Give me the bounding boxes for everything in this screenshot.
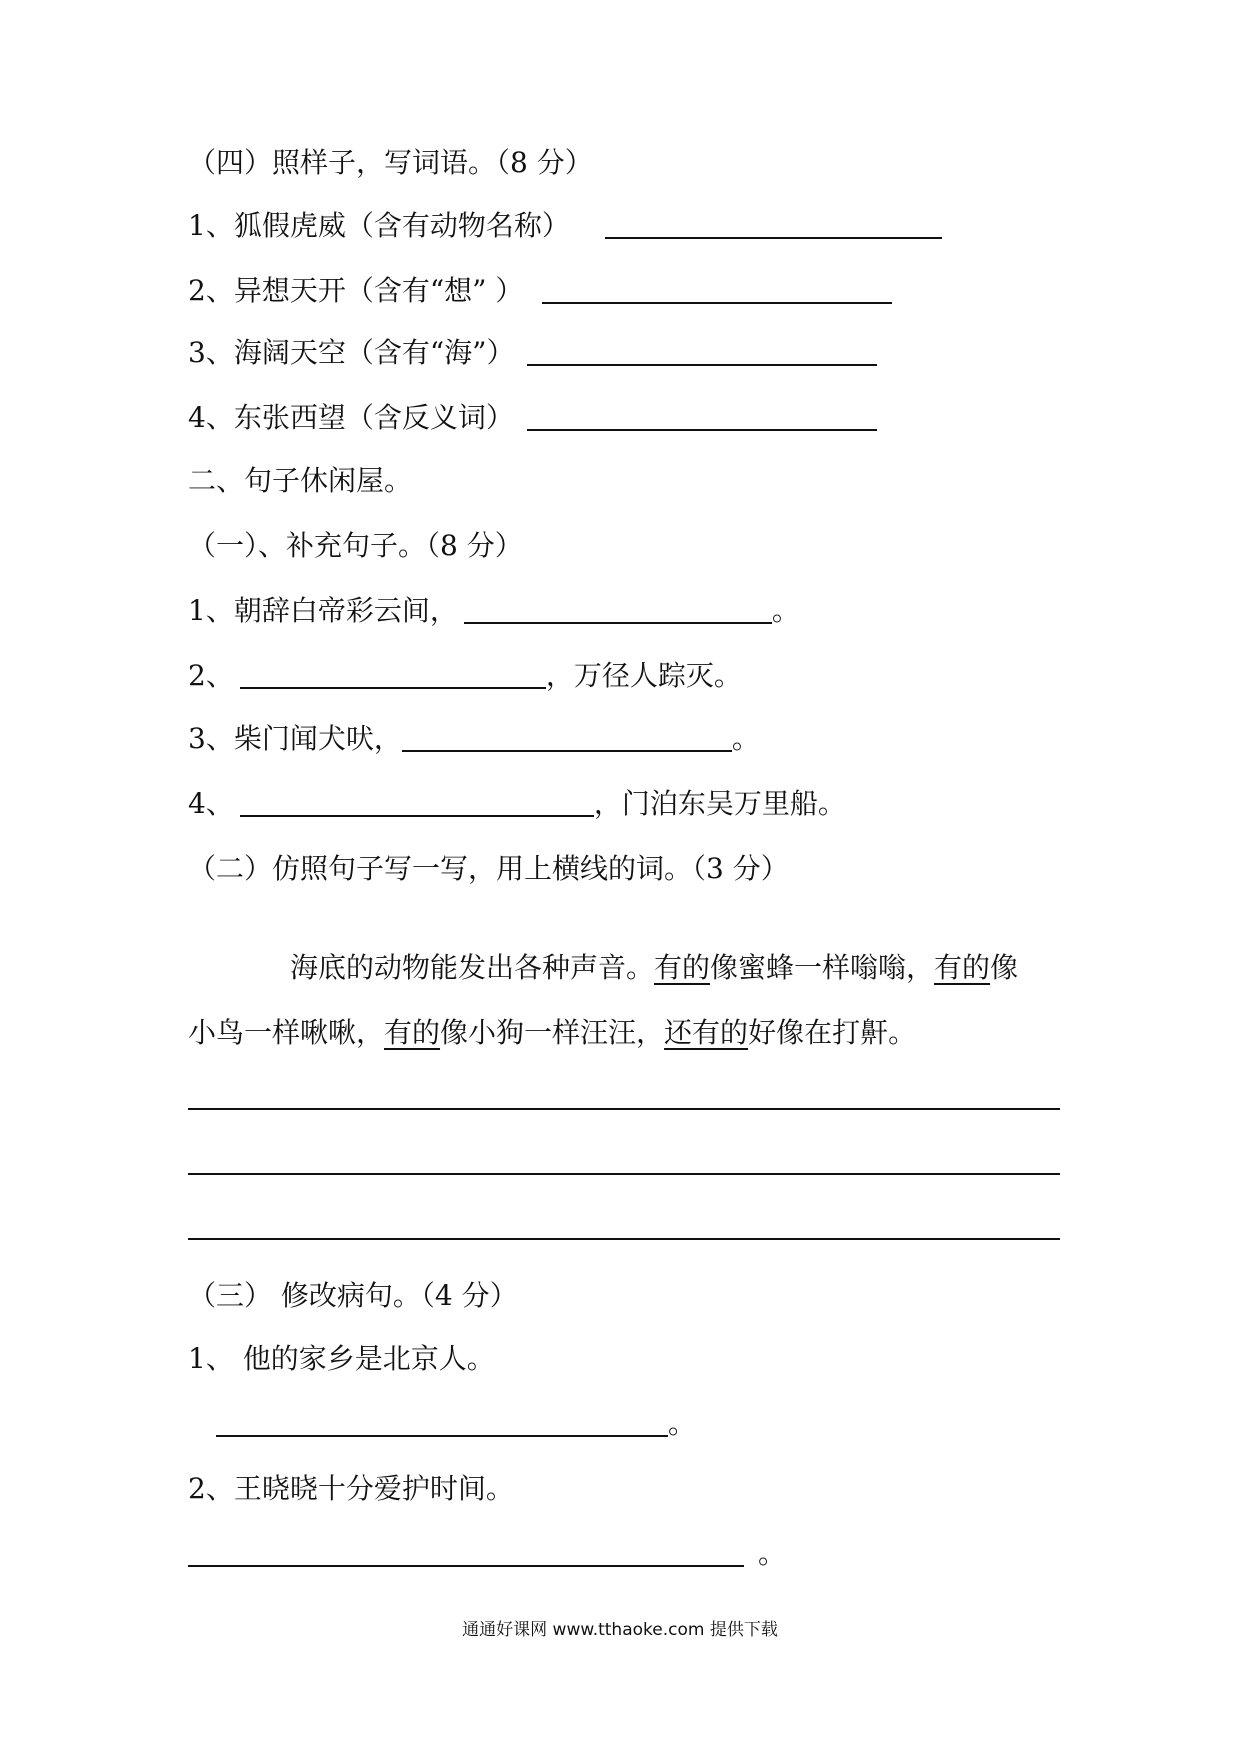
item-label: 3、柴门闻犬吠， bbox=[188, 722, 402, 755]
item-label: 4、东张西望（含反义词） bbox=[188, 401, 514, 434]
underlined-word: 有的 bbox=[384, 1016, 441, 1049]
item-label: 3、海阔天空（含有“海”） bbox=[188, 336, 515, 369]
answer-line-row bbox=[188, 1534, 786, 1574]
poem-item bbox=[188, 719, 760, 759]
item-label: 1、朝辞白帝彩云间， bbox=[188, 594, 458, 627]
sentence-text: 海底的动物能发出各种声音。 bbox=[290, 951, 655, 984]
poem-item bbox=[188, 591, 800, 631]
item-label: 2、 bbox=[188, 659, 234, 692]
item-label: 1、狐假虎威（含有动物名称） bbox=[188, 209, 570, 242]
sentence-item: 2、王晓晓十分爱护时间。 bbox=[188, 1472, 514, 1505]
item-end: 。 bbox=[731, 722, 760, 755]
word-item bbox=[188, 398, 877, 438]
answer-blank[interactable] bbox=[216, 1405, 668, 1437]
writing-line[interactable] bbox=[188, 1108, 1060, 1110]
poem-item bbox=[188, 656, 742, 696]
answer-blank[interactable] bbox=[240, 657, 546, 689]
item-end: 。 bbox=[771, 594, 800, 627]
underlined-word: 有的 bbox=[934, 951, 991, 984]
underlined-word: 有的 bbox=[654, 951, 711, 984]
part-heading: 二、句子休闲屋。 bbox=[188, 464, 413, 497]
word-item bbox=[188, 271, 892, 311]
section-heading: （二）仿照句子写一写，用上横线的词。（3 分） bbox=[188, 852, 789, 885]
item-end: 。 bbox=[758, 1537, 787, 1570]
sentence-text: 像小狗一样汪汪， bbox=[440, 1016, 665, 1049]
footer-credit: 通通好课网 www.tthaoke.com 提供下载 bbox=[462, 1620, 778, 1640]
sentence-text: 像蜜蜂一样嗡嗡， bbox=[710, 951, 935, 984]
answer-blank[interactable] bbox=[542, 272, 892, 304]
item-end: ，门泊东吴万里船。 bbox=[593, 787, 846, 820]
answer-blank[interactable] bbox=[402, 720, 732, 752]
section-heading: （四）照样子，写词语。（8 分） bbox=[188, 146, 593, 179]
word-item bbox=[188, 333, 877, 373]
sentence-text: 小鸟一样啾啾， bbox=[188, 1016, 385, 1049]
answer-blank[interactable] bbox=[240, 785, 594, 817]
writing-line[interactable] bbox=[188, 1173, 1060, 1175]
section-heading: （三） 修改病句。（4 分） bbox=[188, 1279, 518, 1312]
sentence-item: 1、 他的家乡是北京人。 bbox=[188, 1342, 495, 1375]
answer-line-row bbox=[216, 1404, 696, 1444]
sentence-text: 好像在打鼾。 bbox=[748, 1016, 917, 1049]
answer-blank[interactable] bbox=[605, 207, 942, 239]
writing-line[interactable] bbox=[188, 1238, 1060, 1240]
answer-blank[interactable] bbox=[188, 1535, 744, 1567]
answer-blank[interactable] bbox=[527, 399, 877, 431]
item-end: 。 bbox=[668, 1407, 697, 1440]
item-label: 4、 bbox=[188, 787, 234, 820]
answer-blank[interactable] bbox=[527, 334, 877, 366]
example-sentence-line-2 bbox=[188, 1013, 916, 1053]
item-end: ，万径人踪灭。 bbox=[545, 659, 742, 692]
poem-item bbox=[188, 784, 846, 824]
example-sentence-line-1 bbox=[290, 948, 1018, 988]
sentence-text: 像 bbox=[990, 951, 1019, 984]
item-label: 2、异想天开（含有“想” ） bbox=[188, 274, 524, 307]
underlined-word: 还有的 bbox=[664, 1016, 749, 1049]
section-heading: （一）、补充句子。（8 分） bbox=[188, 529, 523, 562]
answer-blank[interactable] bbox=[464, 592, 772, 624]
word-item bbox=[188, 206, 942, 246]
